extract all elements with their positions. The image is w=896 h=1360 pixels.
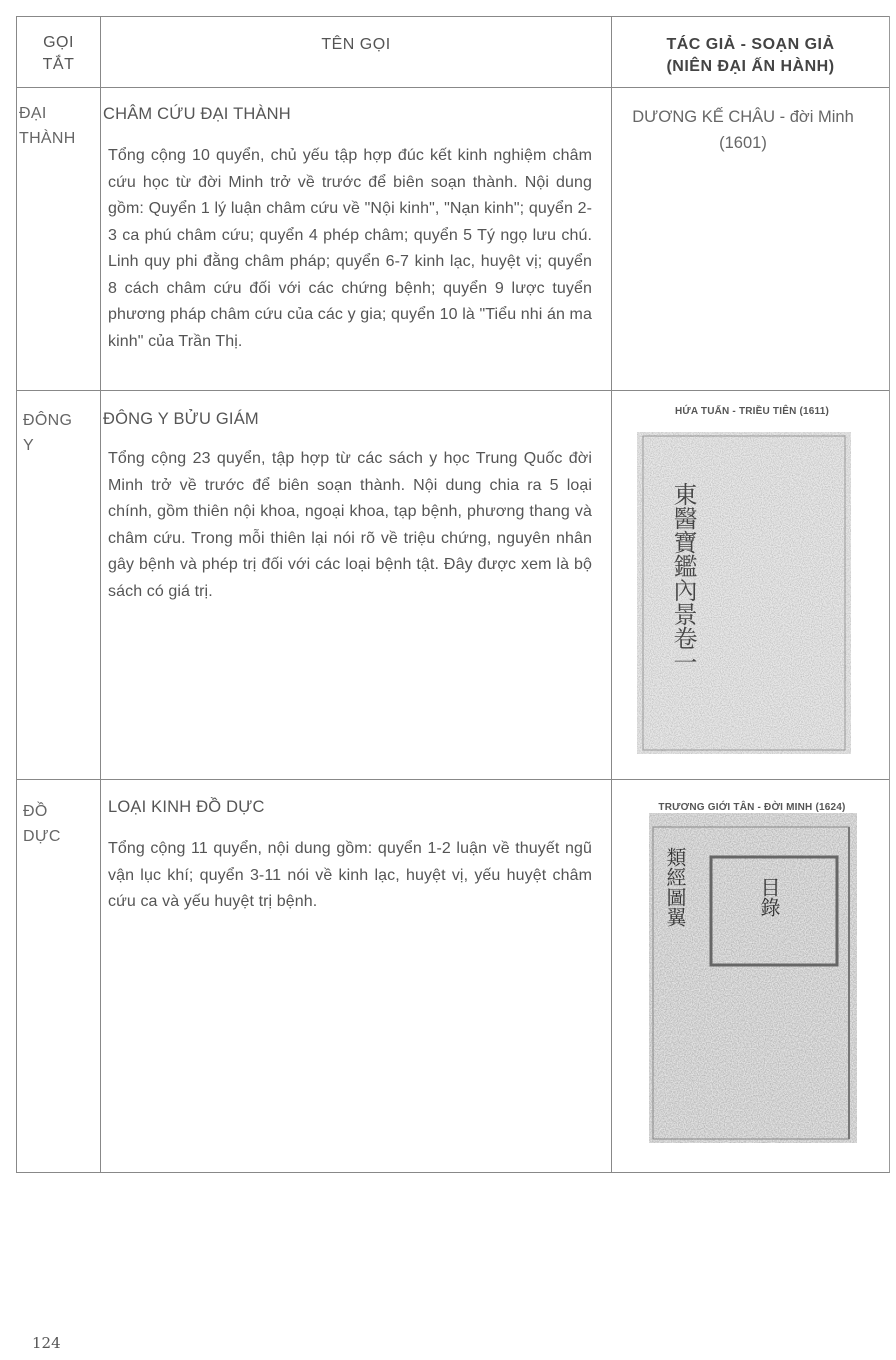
row-description: Tổng cộng 10 quyển, chủ yếu tập hợp đúc kết kinh nghiệm châm cứu học từ đời Minh trở về trước để biên soạn thành. Nội dung gồm: Quyển 1 lý luận châm cứu về "Nội kinh", "Nạn kinh"; quyển 2-3 ca phú châm cứu; quyển 4 phép châm; quyển 5 Tý ngọ lưu chú. Linh quy phi đằng châm pháp; quyển 6-7 kinh lạc, huyệt vị; quyển 8 cách châm cứu đối với các chứng bệnh; quyển 9 lược tuyển phương pháp châm cứu của các y gia; quyển 10 là "Tiểu nhi án ma kinh" của Trần Thị. <box>108 147 592 350</box>
image-caption: HỨA TUẤN - TRIỀU TIÊN (1611) <box>674 406 830 417</box>
book-cover-image-svg <box>649 813 857 1143</box>
row-title: LOẠI KINH ĐỒ DỰC <box>108 798 265 816</box>
cover-title-text: 類經圖翼 <box>663 847 687 927</box>
header-name: TÊN GỌI <box>321 36 391 53</box>
header-abbr: GỌI TẮT <box>42 34 75 73</box>
header-author <box>612 34 889 77</box>
row-description: Tổng cộng 11 quyển, nội dung gồm: quyển 1-2 luận về thuyết ngũ vận lục khí; quyển 3-11 nói về kinh lạc, huyệt vị, yếu huyệt châm cứu ca và yếu huyệt trị bệnh. <box>108 840 592 910</box>
row-title: CHÂM CỨU ĐẠI THÀNH <box>103 105 291 123</box>
row-divider <box>17 779 889 780</box>
image-caption: TRƯƠNG GIỚI TÂN - ĐỜI MINH (1624) <box>658 802 846 813</box>
column-divider <box>100 16 101 1172</box>
page-number: 124 <box>32 1334 61 1352</box>
cover-box-text: 目錄 <box>757 877 781 917</box>
row-abbr: ĐẠI THÀNH <box>19 105 76 147</box>
header-divider <box>17 87 889 88</box>
row-description: Tổng cộng 23 quyển, tập hợp từ các sách y học Trung Quốc đời Minh trở về trước để biên soạn thành. Nội dung chia ra 5 loại chính, gồm thiên nội khoa, ngoại khoa, tạp bệnh, phương thang và châm cứu. Trong mỗi thiên lại nói rõ về triệu chứng, nguyên nhân gây bệnh và phép trị đối với các loại bệnh tật. Đây được xem là bộ sách có giá trị. <box>108 450 592 600</box>
column-divider <box>611 16 612 1172</box>
row-abbr: ĐÔNG Y <box>23 412 73 454</box>
book-cover-image-svg <box>637 432 851 754</box>
row-author: DƯƠNG KẾ CHÂU - đời Minh (1601) <box>632 108 854 152</box>
book-cover-image <box>637 432 851 754</box>
row-divider <box>17 390 889 391</box>
header-author-line2: (NIÊN ĐẠI ẤN HÀNH) <box>666 57 835 75</box>
table-top-border <box>17 16 889 17</box>
row-abbr: ĐỒ DỰC <box>23 803 61 845</box>
book-cover-image <box>649 813 857 1143</box>
row-title: ĐÔNG Y BỬU GIÁM <box>103 410 259 428</box>
book-table <box>16 16 890 1173</box>
header-author-line1: TÁC GIẢ - SOẠN GIẢ <box>666 36 835 53</box>
cover-title-text: 東醫寶鑑內景卷一 <box>669 482 697 674</box>
